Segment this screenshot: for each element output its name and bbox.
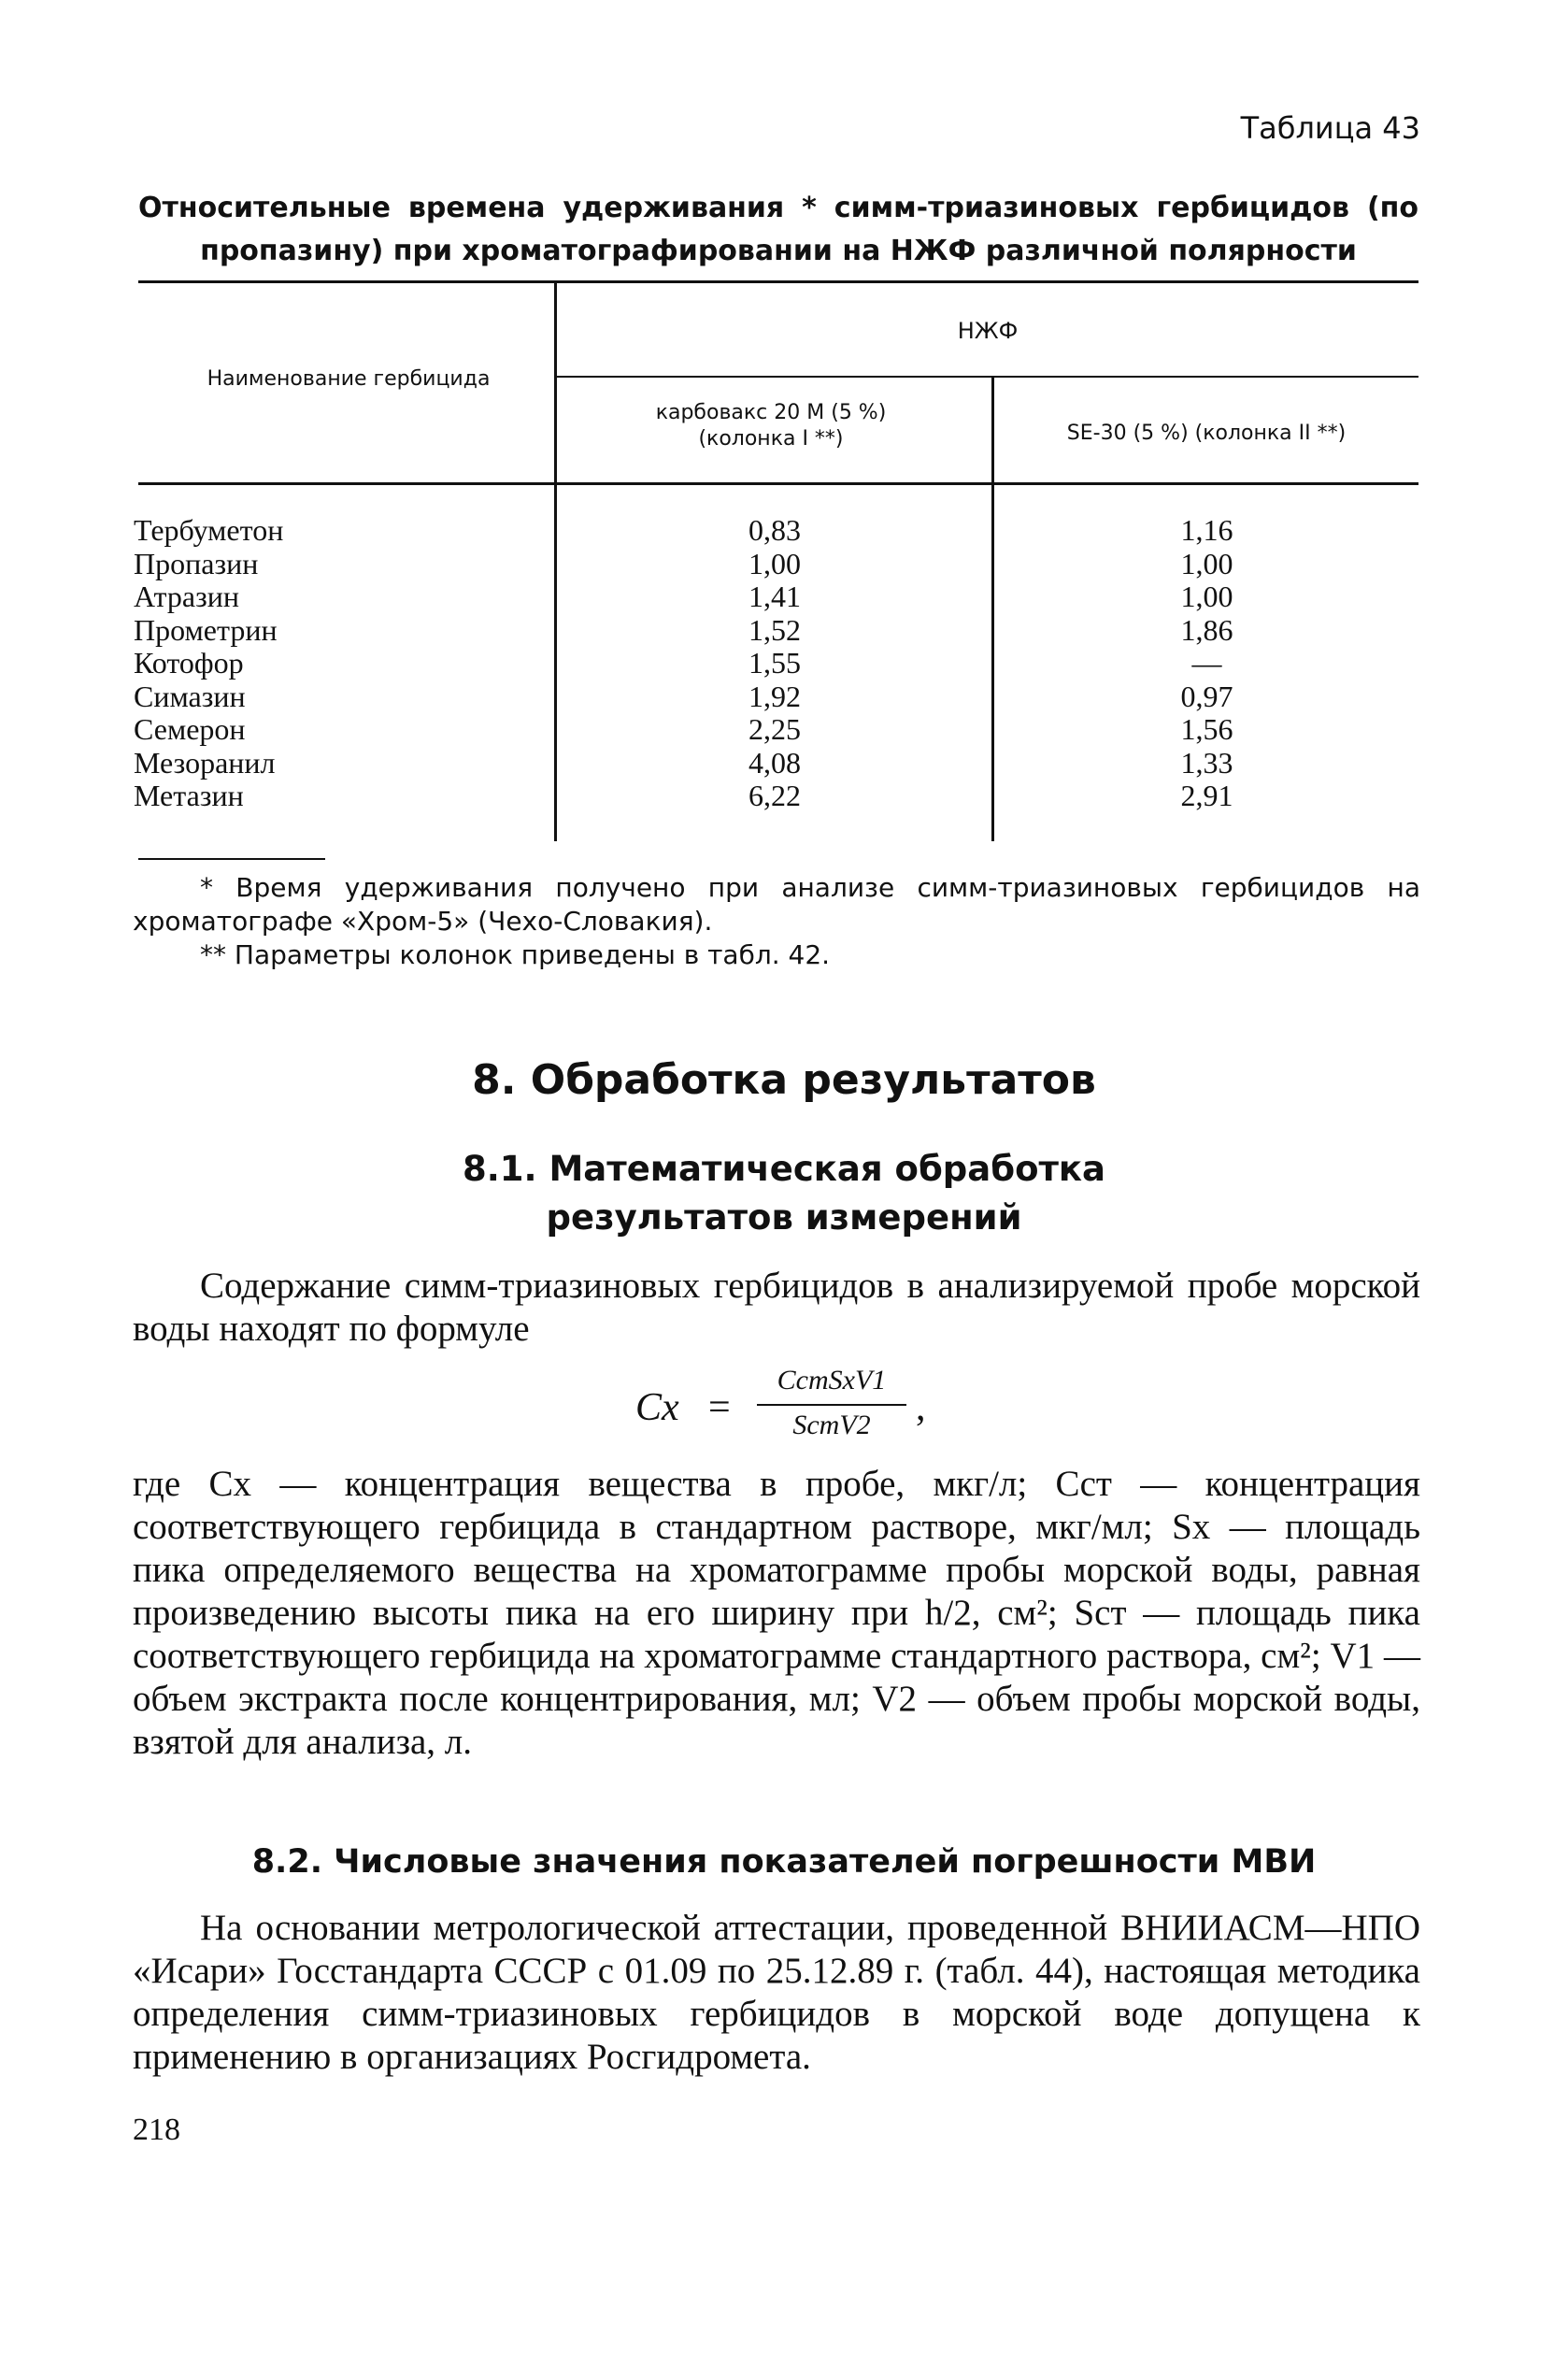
table-footnotes	[133, 871, 1420, 972]
table-cell-se30: 2,91	[1180, 779, 1233, 812]
header-nzhf-group: НЖФ	[957, 318, 1019, 344]
formula	[635, 1365, 972, 1458]
header-carbowax-line2: (колонка I **)	[698, 427, 844, 451]
table-cell-carbowax: 2,25	[748, 712, 801, 746]
table-cell-carbowax: 1,41	[748, 580, 801, 613]
table-row-name: Тербуметон	[134, 513, 284, 547]
formula-numerator: CстSxV1	[777, 1365, 887, 1396]
table-row-name: Котофор	[134, 646, 244, 680]
table-header-bottom-rule	[138, 482, 1418, 485]
section-title: 8. Обработка результатов	[472, 1056, 1096, 1104]
table-cell-se30: —	[1191, 646, 1222, 680]
table-cell-carbowax: 1,92	[748, 679, 801, 713]
header-se30-column: SE-30 (5 %) (колонка II **)	[1066, 422, 1347, 445]
table-cell-carbowax: 6,22	[748, 779, 801, 812]
table-caption: Относительные времена удерживания * симм-триазиновых гербицидов (по пропазину) при хроматографировании на НЖФ различной полярности	[138, 192, 1418, 267]
table-cell-carbowax: 1,55	[748, 646, 801, 680]
table-cell-se30: 1,33	[1180, 745, 1233, 780]
subsection-title-line2: результатов измерений	[546, 1197, 1022, 1238]
paragraph-intro: Содержание симм-триазиновых гербицидов в анализируемой пробе морской воды находят по формуле	[133, 1266, 1420, 1349]
table-cell-se30: 1,00	[1180, 546, 1233, 580]
carbowax-value-column	[557, 514, 992, 813]
page-number: 218	[133, 2112, 180, 2147]
table-row-name: Метазин	[134, 779, 244, 812]
table-cell-carbowax: 1,00	[748, 546, 801, 580]
table-cell-se30: 1,00	[1180, 580, 1233, 613]
table-row-name: Пропазин	[134, 546, 259, 580]
subsection-title-8-2: 8.2. Числовые значения показателей погрешности МВИ	[251, 1843, 1317, 1881]
table-row-name: Атразин	[134, 580, 239, 613]
formula-fraction-bar	[757, 1404, 906, 1406]
table-cell-carbowax: 4,08	[748, 745, 801, 780]
table-cell-se30: 0,97	[1180, 679, 1233, 713]
footnote-rule	[138, 858, 325, 860]
header-carbowax-column	[561, 400, 981, 452]
paragraph-certification: На основании метрологической аттестации, проведенной ВНИИАСМ—НПО «Исари» Госстандарта СССР с 01.09 по 25.12.89 г. (табл. 44), настоящая методика определения симм-триазиновых гербицидов в морской воде допущена к применению в организациях Росгидромета.	[133, 1908, 1420, 2077]
table-row-name: Мезоранил	[134, 745, 276, 780]
footnote-1: * Время удерживания получено при анализе симм-триазиновых гербицидов на хроматографе «Хром-5» (Чехо-Словакия).	[133, 872, 1420, 937]
table-row-name: Симазин	[134, 679, 246, 713]
formula-equals: =	[708, 1386, 731, 1429]
table-row-name: Семерон	[134, 712, 246, 746]
subsection-title-8-1	[0, 1145, 1568, 1242]
table-cell-carbowax: 1,52	[748, 612, 801, 647]
table-cell-se30: 1,56	[1180, 712, 1233, 746]
herbicide-name-column	[134, 514, 554, 813]
header-carbowax-line1: карбовакс 20 М (5 %)	[655, 401, 887, 424]
header-herbicide-name: Наименование гербицида	[207, 367, 491, 391]
paragraph-variables: где Cx — концентрация вещества в пробе, мкг/л; Cст — концентрация соответствующего гербицида в стандартном растворе, мкг/мл; Sx — площадь пика определяемого вещества на хроматограмме пробы морской воды, равная произведению высоты пика на его ширину при h/2, см²; Sст — площадь пика соответствующего гербицида на хроматограмме стандартного раствора, см²; V1 — объем экстракта после концентрирования, мл; V2 — объем пробы морской воды, взятой для анализа, л.	[133, 1464, 1420, 1762]
table-cell-carbowax: 0,83	[748, 513, 801, 547]
table-header-group-rule	[557, 376, 1418, 378]
table-row-name: Прометрин	[134, 612, 278, 647]
se30-value-column	[995, 514, 1418, 813]
table-top-rule	[138, 280, 1418, 283]
subsection-title-line1: 8.1. Математическая обработка	[462, 1149, 1106, 1189]
formula-comma: ,	[916, 1386, 926, 1429]
formula-denominator: SстV2	[792, 1410, 871, 1440]
formula-lhs: Cx	[635, 1386, 679, 1429]
footnote-2: ** Параметры колонок приведены в табл. 42.	[200, 939, 831, 970]
table-cell-se30: 1,86	[1180, 612, 1233, 647]
table-number: Таблица 43	[1240, 110, 1420, 146]
table-cell-se30: 1,16	[1180, 513, 1233, 547]
